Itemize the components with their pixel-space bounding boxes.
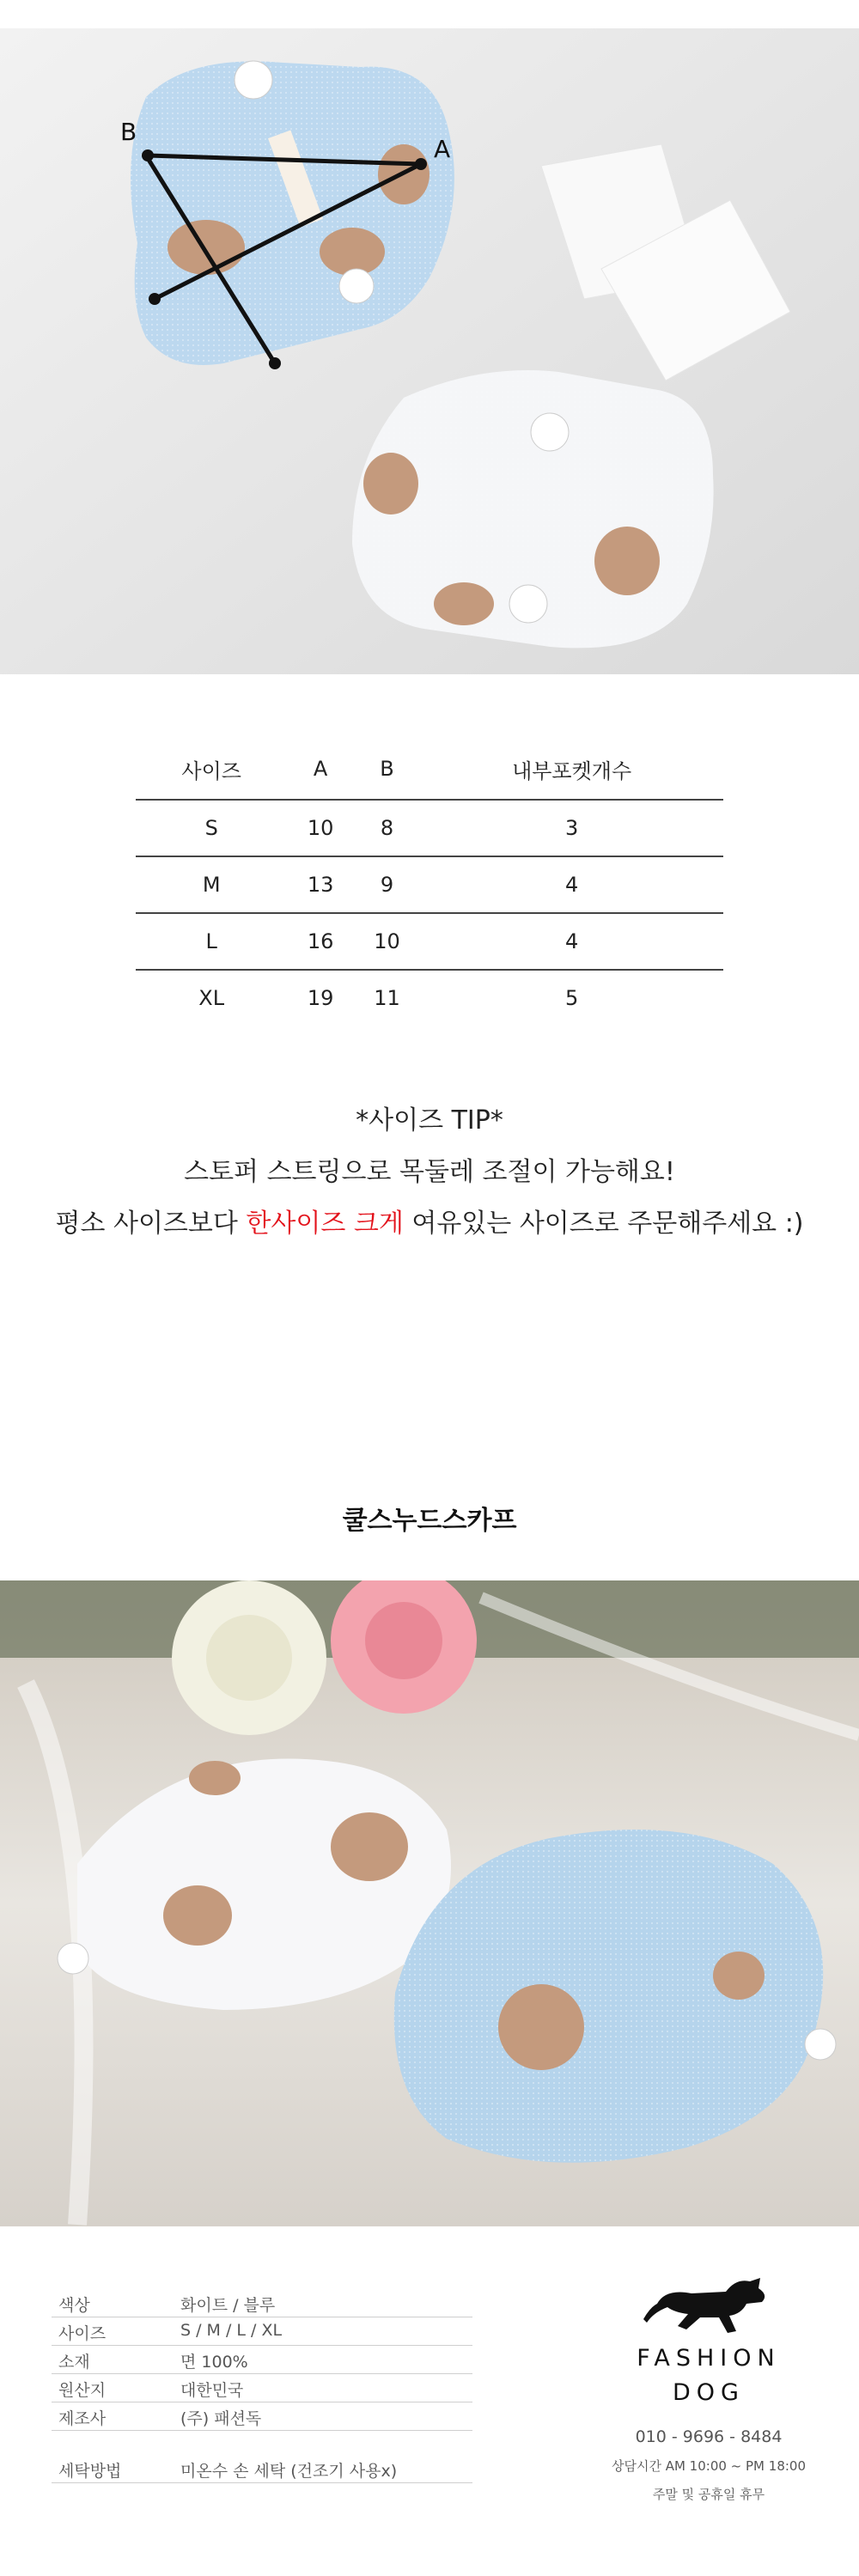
tip-highlight: 한사이즈 크게 [246, 1209, 404, 1239]
header-pocket: 내부포켓개수 [420, 739, 723, 800]
label-b: B [120, 118, 137, 146]
cell-a: 19 [307, 986, 334, 1010]
product-name: 쿨스누드스카프 [342, 1506, 517, 1536]
product-info [0, 2226, 859, 2576]
header-b: B [354, 739, 420, 800]
holiday-notice: 주말 및 공휴일 휴무 [652, 2487, 765, 2502]
info-value: S / M / L / XL [180, 2321, 283, 2340]
product-photo-measurement [0, 28, 859, 674]
stopper [235, 61, 272, 99]
table-row [136, 913, 723, 970]
size-tip [0, 1095, 859, 1250]
cell-pocket: 3 [420, 800, 723, 856]
cell-size: XL [198, 986, 225, 1010]
info-row-washing [52, 2455, 472, 2483]
info-value: 면 100% [180, 2353, 248, 2372]
tip-line2 [0, 1198, 859, 1250]
cell-size: M [136, 856, 287, 913]
info-value: 미온수 손 세탁 (건조기 사용x) [180, 2462, 398, 2481]
info-row-color [52, 2289, 472, 2317]
table-row [136, 970, 723, 1026]
info-value: (주) 패션독 [180, 2409, 262, 2428]
table-row [136, 856, 723, 913]
cell-b: 8 [354, 800, 420, 856]
info-key: 소재 [58, 2353, 90, 2372]
cell-size: S [136, 800, 287, 856]
lifestyle-photo-illustration [0, 1580, 859, 2226]
info-value: 대한민국 [180, 2381, 244, 2400]
info-row-maker [52, 2402, 472, 2431]
info-key: 원산지 [58, 2381, 107, 2400]
tip-line2-before: 평소 사이즈보다 [55, 1209, 247, 1239]
info-key: 색상 [58, 2296, 90, 2315]
label-a: A [434, 135, 451, 163]
size-table-header [136, 739, 723, 800]
info-row-origin [52, 2374, 472, 2402]
table-row [136, 800, 723, 856]
cell-a: 13 [287, 856, 353, 913]
tip-title: *사이즈 TIP* [356, 1105, 503, 1136]
cell-a: 10 [287, 800, 353, 856]
info-key: 세탁방법 [58, 2462, 122, 2481]
cell-pocket: 4 [420, 913, 723, 970]
size-table [136, 739, 723, 1026]
business-hours: 상담시간 AM 10:00 ~ PM 18:00 [611, 2458, 806, 2474]
cell-size: L [136, 913, 287, 970]
cell-a: 16 [287, 913, 353, 970]
phone-number: 010 - 9696 - 8484 [635, 2427, 783, 2446]
info-value: 화이트 / 블루 [180, 2296, 276, 2315]
header-a: A [287, 739, 353, 800]
cell-pocket: 5 [564, 986, 579, 1010]
info-row-size [52, 2317, 472, 2346]
info-key: 사이즈 [58, 2324, 107, 2343]
cell-b: 9 [354, 856, 420, 913]
tip-line2-after: 여유있는 사이즈로 주문해주세요 :) [403, 1209, 804, 1239]
cell-pocket: 4 [420, 856, 723, 913]
brand-block [593, 2269, 825, 2503]
cell-b: 11 [374, 986, 400, 1010]
info-key: 제조사 [58, 2409, 107, 2428]
tip-line1: 스토퍼 스트링으로 목둘레 조절이 가능해요! [184, 1157, 675, 1187]
brand-name-line2: DOG [673, 2379, 745, 2406]
measurement-photo-illustration [0, 28, 859, 674]
header-size: 사이즈 [136, 739, 287, 800]
product-photo-lifestyle [0, 1580, 859, 2226]
puppy-print [168, 220, 245, 275]
dog-logo-icon [640, 2269, 777, 2338]
info-row-material [52, 2346, 472, 2374]
cell-b: 10 [354, 913, 420, 970]
brand-name-line1: FASHION [637, 2345, 781, 2372]
